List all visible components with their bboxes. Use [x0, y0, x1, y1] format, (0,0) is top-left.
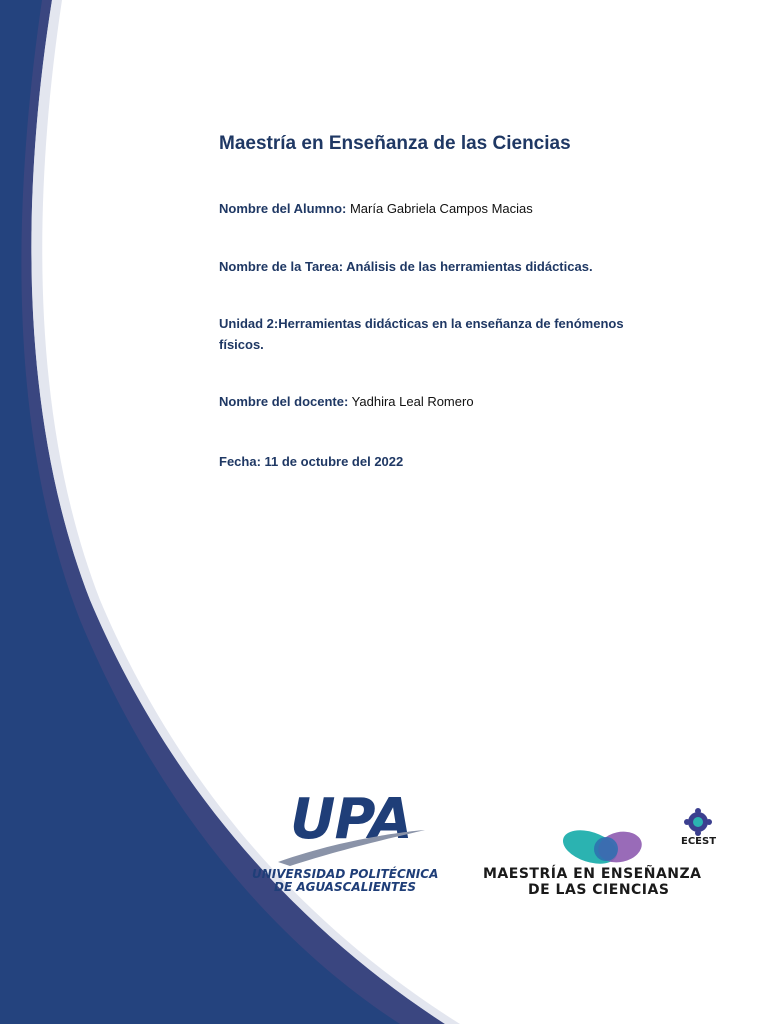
unit-field: Unidad 2:Herramientas didácticas en la enseñanza de fenómenos físicos. — [219, 316, 624, 352]
document-title: Maestría en Enseñanza de las Ciencias — [219, 133, 571, 154]
teacher-field — [219, 391, 474, 412]
upa-logo — [250, 787, 460, 900]
date-field: Fecha: 11 de octubre del 2022 — [219, 454, 404, 469]
teacher-value: Yadhira Leal Romero — [348, 394, 474, 409]
student-value: María Gabriela Campos Macias — [346, 201, 533, 216]
ecest-gear-icon — [683, 807, 713, 837]
upa-logo-mark: UPA — [290, 787, 412, 852]
student-field — [219, 198, 533, 219]
task-value: Análisis de las herramientas didácticas. — [343, 259, 593, 274]
mec-logo — [478, 805, 738, 905]
upa-name-line1: UNIVERSIDAD POLITÉCNICA — [252, 867, 439, 881]
task-label: Nombre de la Tarea: — [219, 259, 344, 274]
cover-content — [219, 130, 689, 469]
task-field — [219, 256, 593, 277]
upa-name-line2: DE AGUASCALIENTES — [274, 880, 417, 894]
mec-name-line1: MAESTRÍA EN ENSEÑANZA — [483, 866, 702, 882]
mec-name-line2: DE LAS CIENCIAS — [528, 882, 670, 898]
ecest-label: ECEST — [681, 836, 717, 847]
teacher-label: Nombre del docente: — [219, 394, 349, 409]
student-label: Nombre del Alumno: — [219, 201, 347, 216]
